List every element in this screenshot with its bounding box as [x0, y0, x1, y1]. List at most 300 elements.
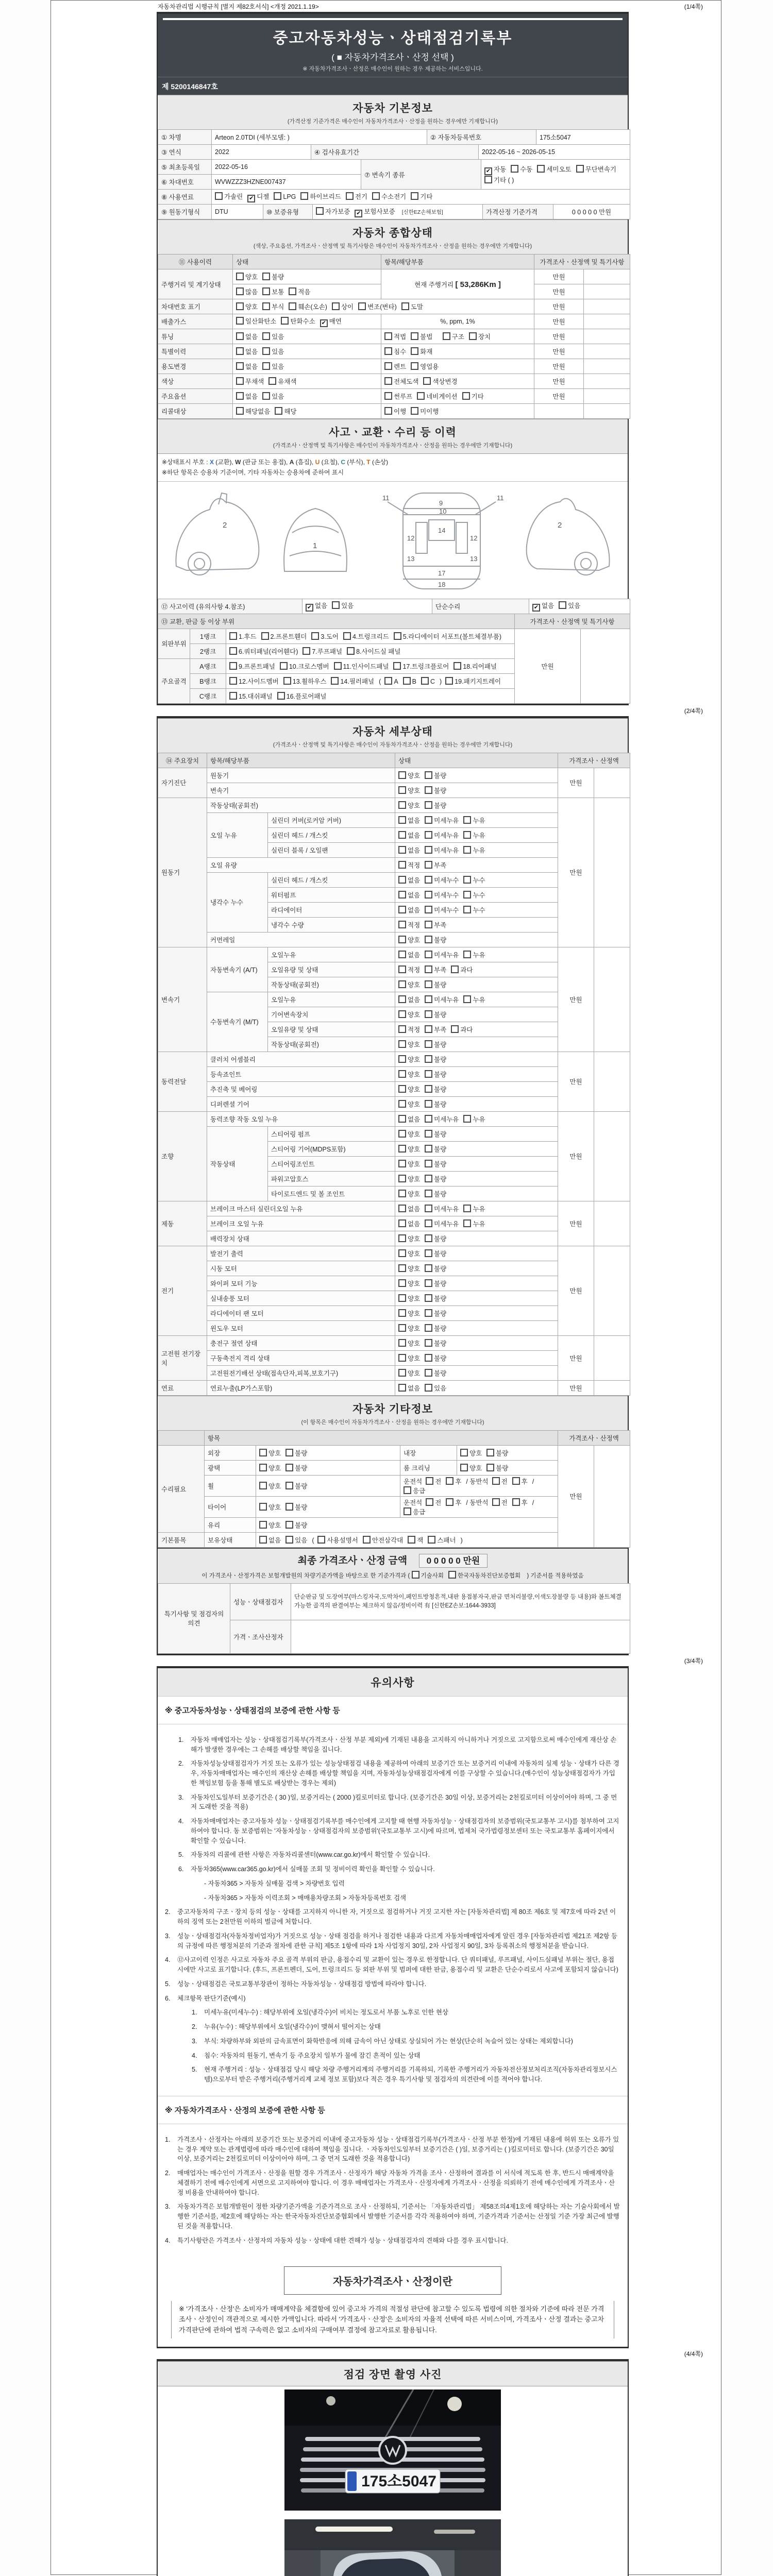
checkbox-option[interactable]	[372, 192, 406, 201]
checkbox-box-icon[interactable]	[346, 192, 354, 200]
checkbox-option[interactable]	[332, 302, 354, 311]
checkbox-box-icon[interactable]	[425, 1190, 432, 1197]
checkbox-option[interactable]	[398, 1025, 420, 1034]
checkbox-box-icon[interactable]	[262, 362, 270, 370]
checkbox-box-icon[interactable]	[469, 332, 477, 340]
checkbox-option[interactable]	[462, 392, 484, 401]
checkbox-option[interactable]	[425, 1114, 459, 1124]
checkbox-box-icon[interactable]: ✔	[320, 319, 328, 327]
checkbox-option[interactable]	[425, 771, 446, 780]
checkbox-box-icon[interactable]	[398, 846, 406, 854]
checkbox-box-icon[interactable]	[463, 906, 471, 913]
checkbox-option[interactable]	[384, 677, 398, 685]
checkbox-option[interactable]	[334, 662, 389, 671]
checkbox-box-icon[interactable]	[398, 1294, 406, 1302]
checkbox-option[interactable]	[425, 1099, 446, 1109]
checkbox-option[interactable]	[425, 1368, 446, 1378]
checkbox-option[interactable]	[425, 1055, 446, 1064]
checkbox-option[interactable]	[425, 1204, 459, 1213]
checkbox-box-icon[interactable]	[443, 332, 450, 340]
checkbox-option[interactable]	[274, 192, 296, 200]
checkbox-option[interactable]	[236, 302, 258, 311]
checkbox-option[interactable]	[532, 601, 554, 612]
checkbox-box-icon[interactable]	[425, 1249, 432, 1257]
checkbox-box-icon[interactable]	[425, 1070, 432, 1078]
checkbox-box-icon[interactable]	[398, 1339, 406, 1347]
checkbox-box-icon[interactable]: ✔	[247, 195, 255, 202]
checkbox-option[interactable]	[425, 1070, 446, 1079]
checkbox-option[interactable]	[303, 647, 342, 656]
checkbox-box-icon[interactable]	[259, 1482, 267, 1489]
checkbox-box-icon[interactable]	[398, 1025, 406, 1033]
checkbox-box-icon[interactable]	[576, 165, 584, 173]
checkbox-box-icon[interactable]	[463, 1219, 471, 1227]
checkbox-option[interactable]	[261, 632, 307, 641]
checkbox-option[interactable]	[285, 1535, 307, 1545]
checkbox-box-icon[interactable]	[268, 377, 276, 385]
checkbox-option[interactable]	[394, 632, 501, 641]
checkbox-box-icon[interactable]	[398, 1010, 406, 1018]
checkbox-box-icon[interactable]	[421, 677, 429, 685]
checkbox-option[interactable]	[425, 860, 446, 870]
checkbox-box-icon[interactable]	[398, 1145, 406, 1153]
checkbox-box-icon[interactable]	[229, 692, 237, 700]
checkbox-option[interactable]	[398, 1249, 420, 1258]
checkbox-box-icon[interactable]	[285, 1503, 293, 1511]
checkbox-box-icon[interactable]	[384, 392, 392, 400]
checkbox-option[interactable]	[332, 601, 354, 610]
checkbox-option[interactable]	[559, 601, 580, 610]
checkbox-box-icon[interactable]	[404, 1507, 411, 1515]
checkbox-option[interactable]	[398, 1383, 420, 1393]
checkbox-option[interactable]	[411, 192, 432, 201]
checkbox-box-icon[interactable]	[300, 192, 308, 200]
checkbox-box-icon[interactable]	[285, 1464, 293, 1471]
checkbox-option[interactable]	[425, 801, 446, 810]
checkbox-option[interactable]	[425, 1249, 446, 1258]
checkbox-box-icon[interactable]	[484, 176, 492, 183]
checkbox-box-icon[interactable]	[311, 632, 319, 640]
checkbox-option[interactable]	[320, 316, 342, 327]
checkbox-box-icon[interactable]	[261, 632, 269, 640]
checkbox-option[interactable]	[262, 362, 284, 371]
checkbox-option[interactable]	[412, 1571, 444, 1580]
checkbox-option[interactable]	[398, 1114, 420, 1124]
checkbox-option[interactable]	[285, 1448, 307, 1458]
checkbox-option[interactable]	[398, 1070, 420, 1079]
checkbox-option[interactable]	[236, 272, 258, 281]
checkbox-option[interactable]	[306, 601, 327, 612]
checkbox-option[interactable]	[425, 1040, 446, 1049]
checkbox-box-icon[interactable]	[398, 1040, 406, 1048]
checkbox-option[interactable]	[425, 920, 446, 929]
checkbox-box-icon[interactable]	[411, 362, 418, 370]
checkbox-box-icon[interactable]	[398, 1160, 406, 1167]
checkbox-option[interactable]	[426, 1477, 441, 1486]
checkbox-box-icon[interactable]	[317, 1536, 325, 1544]
checkbox-option[interactable]	[425, 1264, 446, 1273]
checkbox-option[interactable]	[300, 192, 341, 201]
checkbox-option[interactable]	[425, 950, 459, 959]
checkbox-box-icon[interactable]	[398, 1085, 406, 1093]
checkbox-box-icon[interactable]	[512, 1498, 520, 1506]
checkbox-option[interactable]	[417, 392, 457, 401]
checkbox-option[interactable]	[355, 207, 395, 217]
checkbox-option[interactable]	[411, 347, 432, 356]
checkbox-option[interactable]	[384, 362, 406, 371]
checkbox-option[interactable]	[398, 1159, 420, 1168]
checkbox-option[interactable]	[425, 1383, 446, 1393]
checkbox-box-icon[interactable]	[394, 632, 401, 640]
checkbox-box-icon[interactable]	[236, 332, 244, 340]
checkbox-box-icon[interactable]	[425, 786, 432, 794]
checkbox-box-icon[interactable]	[398, 861, 406, 869]
checkbox-box-icon[interactable]	[384, 407, 392, 415]
checkbox-box-icon[interactable]	[492, 1477, 500, 1485]
checkbox-box-icon[interactable]	[425, 936, 432, 943]
checkbox-box-icon[interactable]	[426, 1498, 433, 1506]
checkbox-box-icon[interactable]	[384, 377, 392, 385]
checkbox-option[interactable]	[425, 816, 459, 825]
checkbox-box-icon[interactable]	[236, 347, 244, 355]
checkbox-option[interactable]	[398, 1324, 420, 1333]
checkbox-option[interactable]	[398, 831, 420, 840]
checkbox-option[interactable]	[262, 392, 284, 401]
checkbox-option[interactable]	[259, 1481, 281, 1490]
checkbox-option[interactable]	[460, 1463, 482, 1472]
checkbox-box-icon[interactable]	[398, 1384, 406, 1392]
checkbox-box-icon[interactable]	[236, 407, 244, 415]
checkbox-box-icon[interactable]	[463, 846, 471, 854]
checkbox-box-icon[interactable]	[425, 1384, 432, 1392]
checkbox-option[interactable]	[247, 192, 269, 202]
checkbox-option[interactable]	[425, 845, 459, 855]
checkbox-box-icon[interactable]	[425, 1115, 432, 1123]
checkbox-option[interactable]	[398, 1234, 420, 1243]
checkbox-box-icon[interactable]	[398, 771, 406, 779]
checkbox-box-icon[interactable]	[453, 662, 461, 670]
checkbox-option[interactable]	[425, 965, 446, 974]
checkbox-option[interactable]	[268, 377, 296, 386]
checkbox-option[interactable]	[236, 347, 258, 356]
checkbox-option[interactable]	[425, 1324, 446, 1333]
checkbox-box-icon[interactable]	[262, 302, 270, 310]
checkbox-box-icon[interactable]	[398, 786, 406, 794]
checkbox-option[interactable]	[511, 164, 532, 174]
checkbox-box-icon[interactable]	[425, 921, 432, 928]
checkbox-option[interactable]	[259, 1502, 281, 1512]
checkbox-option[interactable]	[384, 347, 406, 356]
checkbox-box-icon[interactable]	[262, 392, 270, 400]
checkbox-box-icon[interactable]	[463, 891, 471, 899]
checkbox-option[interactable]	[236, 362, 258, 371]
checkbox-option[interactable]	[425, 875, 459, 885]
checkbox-box-icon[interactable]	[398, 1175, 406, 1182]
checkbox-option[interactable]	[463, 1219, 485, 1228]
checkbox-box-icon[interactable]	[492, 1498, 500, 1506]
checkbox-option[interactable]	[285, 1502, 307, 1512]
checkbox-box-icon[interactable]	[411, 407, 418, 415]
checkbox-box-icon[interactable]	[411, 347, 418, 355]
checkbox-box-icon[interactable]	[425, 1100, 432, 1108]
checkbox-box-icon[interactable]	[423, 377, 431, 385]
checkbox-option[interactable]	[316, 207, 350, 216]
checkbox-option[interactable]	[236, 392, 258, 401]
checkbox-box-icon[interactable]	[331, 677, 339, 685]
checkbox-box-icon[interactable]	[398, 980, 406, 988]
checkbox-box-icon[interactable]	[425, 1055, 432, 1063]
checkbox-box-icon[interactable]	[398, 891, 406, 899]
checkbox-option[interactable]	[451, 1025, 473, 1034]
checkbox-option[interactable]	[398, 1338, 420, 1348]
checkbox-box-icon[interactable]	[398, 1309, 406, 1317]
checkbox-option[interactable]	[229, 647, 298, 656]
checkbox-option[interactable]	[404, 1486, 425, 1495]
checkbox-option[interactable]	[262, 272, 284, 281]
checkbox-option[interactable]	[229, 662, 275, 671]
checkbox-box-icon[interactable]	[451, 965, 459, 973]
checkbox-box-icon[interactable]	[463, 816, 471, 824]
checkbox-box-icon[interactable]	[425, 1040, 432, 1048]
checkbox-option[interactable]	[425, 1309, 446, 1318]
checkbox-option[interactable]	[428, 1535, 456, 1545]
checkbox-box-icon[interactable]	[274, 192, 281, 200]
checkbox-box-icon[interactable]	[425, 1354, 432, 1362]
checkbox-box-icon[interactable]	[259, 1521, 267, 1529]
checkbox-box-icon[interactable]	[398, 965, 406, 973]
checkbox-box-icon[interactable]	[486, 1449, 494, 1456]
checkbox-option[interactable]	[411, 406, 439, 416]
checkbox-box-icon[interactable]	[537, 165, 545, 173]
checkbox-box-icon[interactable]	[398, 1264, 406, 1272]
checkbox-box-icon[interactable]	[425, 831, 432, 839]
checkbox-box-icon[interactable]	[398, 995, 406, 1003]
checkbox-option[interactable]	[398, 1353, 420, 1363]
checkbox-option[interactable]	[236, 377, 264, 386]
checkbox-option[interactable]	[486, 1448, 508, 1458]
checkbox-option[interactable]	[280, 662, 329, 671]
checkbox-box-icon[interactable]	[332, 601, 340, 609]
checkbox-option[interactable]	[384, 332, 406, 341]
checkbox-option[interactable]	[236, 332, 258, 341]
checkbox-option[interactable]	[259, 1448, 281, 1458]
checkbox-box-icon[interactable]	[463, 831, 471, 839]
checkbox-box-icon[interactable]	[398, 936, 406, 943]
checkbox-box-icon[interactable]	[425, 1130, 432, 1138]
checkbox-box-icon[interactable]	[259, 1464, 267, 1471]
checkbox-box-icon[interactable]	[411, 192, 418, 200]
checkbox-box-icon[interactable]	[425, 1234, 432, 1242]
checkbox-box-icon[interactable]	[285, 1482, 293, 1489]
checkbox-option[interactable]	[311, 632, 339, 641]
checkbox-option[interactable]	[408, 1535, 423, 1545]
checkbox-option[interactable]	[398, 1144, 420, 1154]
checkbox-box-icon[interactable]	[398, 1354, 406, 1362]
checkbox-option[interactable]	[398, 786, 420, 795]
checkbox-box-icon[interactable]	[445, 677, 453, 685]
checkbox-option[interactable]	[398, 995, 420, 1004]
checkbox-box-icon[interactable]	[236, 377, 244, 385]
checkbox-box-icon[interactable]	[425, 876, 432, 884]
checkbox-option[interactable]	[463, 1204, 485, 1213]
checkbox-option[interactable]	[398, 980, 420, 989]
checkbox-option[interactable]	[425, 1144, 446, 1154]
checkbox-option[interactable]	[398, 950, 420, 959]
checkbox-box-icon[interactable]	[425, 1369, 432, 1377]
checkbox-option[interactable]	[398, 1084, 420, 1094]
checkbox-box-icon[interactable]	[446, 1477, 453, 1485]
checkbox-option[interactable]	[403, 677, 416, 685]
checkbox-box-icon[interactable]	[425, 1324, 432, 1332]
checkbox-box-icon[interactable]	[425, 1085, 432, 1093]
checkbox-box-icon[interactable]	[236, 302, 244, 310]
checkbox-box-icon[interactable]	[332, 302, 340, 310]
checkbox-box-icon[interactable]	[398, 1070, 406, 1078]
checkbox-box-icon[interactable]: ✔	[484, 167, 492, 175]
checkbox-box-icon[interactable]	[358, 302, 366, 310]
checkbox-box-icon[interactable]	[401, 302, 409, 310]
checkbox-box-icon[interactable]	[262, 287, 270, 295]
checkbox-option[interactable]	[398, 1099, 420, 1109]
checkbox-option[interactable]	[425, 1353, 446, 1363]
checkbox-option[interactable]	[398, 1219, 420, 1228]
checkbox-box-icon[interactable]	[398, 1324, 406, 1332]
checkbox-option[interactable]	[398, 1129, 420, 1139]
checkbox-option[interactable]	[262, 332, 284, 341]
checkbox-box-icon[interactable]	[460, 1464, 468, 1471]
checkbox-option[interactable]	[463, 875, 485, 885]
checkbox-box-icon[interactable]	[425, 1294, 432, 1302]
checkbox-box-icon[interactable]	[425, 816, 432, 824]
checkbox-box-icon[interactable]	[425, 951, 432, 958]
checkbox-option[interactable]	[398, 1204, 420, 1213]
checkbox-option[interactable]	[411, 362, 439, 371]
checkbox-option[interactable]	[401, 302, 423, 311]
checkbox-option[interactable]	[425, 1219, 459, 1228]
checkbox-box-icon[interactable]	[229, 677, 237, 685]
checkbox-option[interactable]	[484, 164, 506, 175]
checkbox-box-icon[interactable]	[289, 287, 296, 295]
checkbox-option[interactable]	[398, 1264, 420, 1273]
checkbox-option[interactable]	[425, 1294, 446, 1303]
checkbox-box-icon[interactable]	[281, 317, 289, 325]
checkbox-option[interactable]	[512, 1477, 528, 1486]
checkbox-box-icon[interactable]	[398, 1249, 406, 1257]
checkbox-box-icon[interactable]	[426, 1477, 433, 1485]
checkbox-box-icon[interactable]	[451, 1025, 459, 1033]
checkbox-box-icon[interactable]	[398, 1369, 406, 1377]
checkbox-option[interactable]	[398, 935, 420, 944]
checkbox-option[interactable]	[463, 845, 485, 855]
checkbox-box-icon[interactable]	[425, 1025, 432, 1033]
checkbox-option[interactable]	[363, 1535, 403, 1545]
checkbox-box-icon[interactable]	[425, 801, 432, 809]
checkbox-option[interactable]	[398, 920, 420, 929]
checkbox-option[interactable]	[425, 1010, 446, 1019]
checkbox-option[interactable]	[236, 406, 270, 416]
checkbox-box-icon[interactable]	[398, 1205, 406, 1212]
checkbox-option[interactable]	[425, 905, 459, 914]
checkbox-option[interactable]	[275, 406, 296, 416]
checkbox-option[interactable]	[425, 1129, 446, 1139]
checkbox-option[interactable]	[398, 905, 420, 914]
checkbox-option[interactable]	[331, 676, 374, 686]
checkbox-option[interactable]	[421, 677, 435, 685]
checkbox-box-icon[interactable]	[398, 1115, 406, 1123]
checkbox-box-icon[interactable]	[425, 891, 432, 899]
checkbox-box-icon[interactable]	[262, 273, 270, 280]
checkbox-option[interactable]	[425, 786, 446, 795]
checkbox-option[interactable]	[404, 1507, 425, 1516]
checkbox-box-icon[interactable]	[411, 332, 418, 340]
checkbox-box-icon[interactable]	[417, 392, 425, 400]
checkbox-option[interactable]	[445, 676, 501, 686]
checkbox-box-icon[interactable]	[384, 677, 392, 685]
checkbox-box-icon[interactable]	[262, 347, 270, 355]
checkbox-option[interactable]	[463, 1114, 485, 1124]
checkbox-option[interactable]	[398, 1368, 420, 1378]
checkbox-option[interactable]	[463, 890, 485, 900]
checkbox-option[interactable]	[463, 905, 485, 914]
checkbox-box-icon[interactable]	[398, 906, 406, 913]
checkbox-option[interactable]	[425, 1189, 446, 1198]
checkbox-box-icon[interactable]	[398, 1100, 406, 1108]
checkbox-box-icon[interactable]	[404, 1486, 411, 1494]
checkbox-option[interactable]	[425, 1159, 446, 1168]
checkbox-option[interactable]	[537, 164, 571, 174]
checkbox-option[interactable]	[469, 332, 491, 341]
checkbox-box-icon[interactable]	[398, 1130, 406, 1138]
checkbox-box-icon[interactable]	[285, 1536, 293, 1544]
checkbox-option[interactable]	[346, 192, 367, 201]
checkbox-box-icon[interactable]	[398, 876, 406, 884]
checkbox-option[interactable]	[460, 1448, 482, 1458]
checkbox-box-icon[interactable]	[463, 876, 471, 884]
checkbox-option[interactable]	[262, 302, 284, 311]
checkbox-box-icon[interactable]	[215, 192, 223, 200]
checkbox-box-icon[interactable]	[236, 273, 244, 280]
checkbox-option[interactable]	[463, 831, 485, 840]
checkbox-box-icon[interactable]	[229, 632, 237, 640]
checkbox-option[interactable]	[446, 1498, 461, 1507]
checkbox-option[interactable]	[398, 845, 420, 855]
checkbox-option[interactable]	[446, 1477, 461, 1486]
checkbox-option[interactable]	[262, 287, 284, 296]
checkbox-box-icon[interactable]	[277, 692, 285, 700]
checkbox-box-icon[interactable]	[425, 1205, 432, 1212]
checkbox-option[interactable]	[347, 647, 400, 656]
checkbox-box-icon[interactable]	[259, 1503, 267, 1511]
checkbox-box-icon[interactable]	[446, 1498, 453, 1506]
checkbox-option[interactable]	[443, 332, 464, 341]
checkbox-option[interactable]	[425, 980, 446, 989]
checkbox-option[interactable]	[398, 801, 420, 810]
checkbox-option[interactable]	[398, 1189, 420, 1198]
checkbox-option[interactable]	[398, 1174, 420, 1183]
checkbox-option[interactable]	[425, 1338, 446, 1348]
checkbox-box-icon[interactable]	[285, 1449, 293, 1456]
checkbox-option[interactable]	[398, 1010, 420, 1019]
checkbox-box-icon[interactable]	[428, 1536, 435, 1544]
checkbox-box-icon[interactable]	[303, 647, 310, 655]
checkbox-box-icon[interactable]	[408, 1536, 415, 1544]
checkbox-option[interactable]	[425, 995, 459, 1004]
checkbox-option[interactable]	[215, 192, 243, 201]
checkbox-option[interactable]	[289, 302, 327, 311]
checkbox-box-icon[interactable]	[259, 1449, 267, 1456]
checkbox-box-icon[interactable]	[460, 1449, 468, 1456]
checkbox-box-icon[interactable]	[425, 846, 432, 854]
